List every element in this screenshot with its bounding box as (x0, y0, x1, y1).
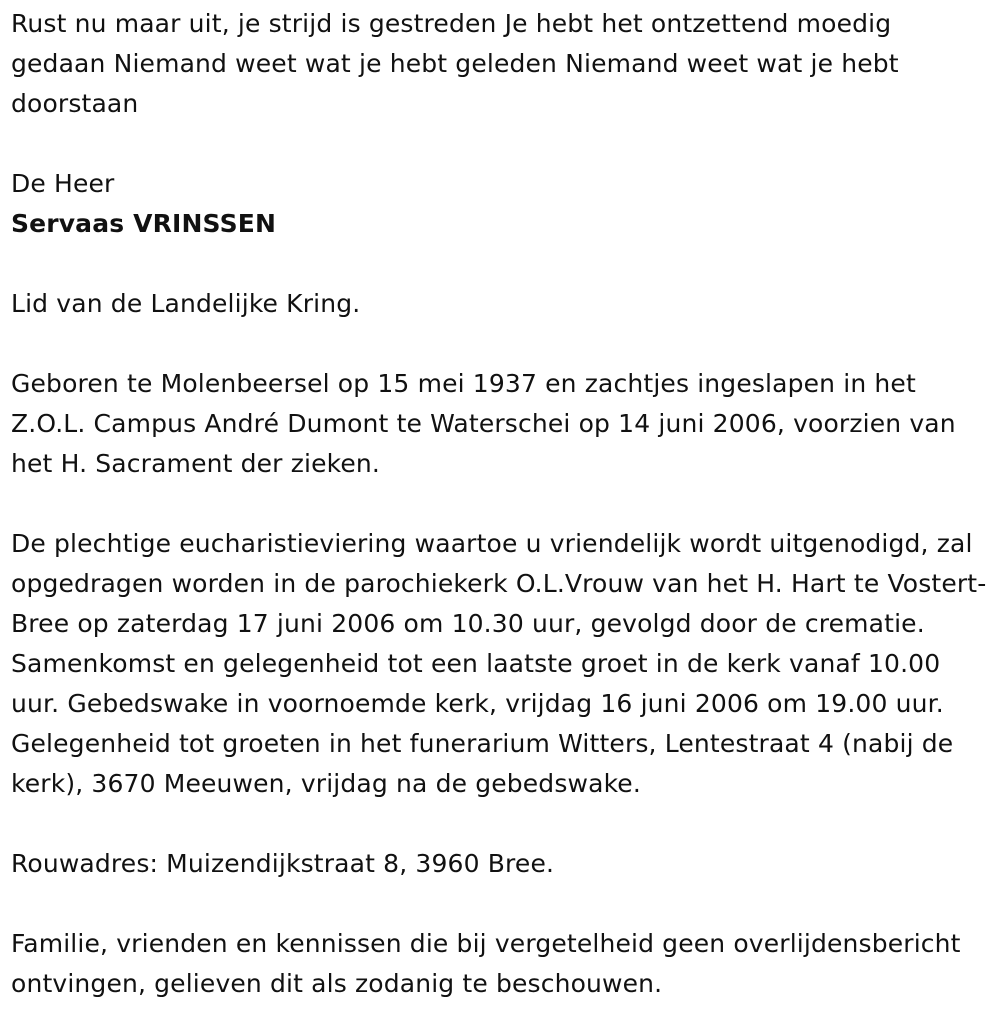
spacer (11, 324, 991, 364)
salutation: De Heer (11, 169, 115, 198)
spacer (11, 124, 991, 164)
mourning-address: Rouwadres: Muizendijkstraat 8, 3960 Bree. (11, 849, 555, 878)
birth-death-text: Geboren te Molenbeersel op 15 mei 1937 en zachtjes ingeslapen in het Z.O.L. Campus André Dumont te Waterschei op 14 juni 2006, voorzien van het H. Sacrament der zieken. (11, 369, 956, 478)
spacer (11, 804, 991, 844)
closing-text: Familie, vrienden en kennissen die bij vergetelheid geen overlijdensbericht ontvingen, gelieven dit als zodanig te beschouwen. (11, 929, 961, 998)
spacer (11, 244, 991, 284)
membership-text: Lid van de Landelijke Kring. (11, 289, 361, 318)
ceremony-text: De plechtige eucharistieviering waartoe u vriendelijk wordt uitgenodigd, zal opgedragen worden in de parochiekerk O.L.Vrouw van het H. Hart te Vostert-Bree op zaterdag 17 juni 2006 om 10.30 uur, gevolgd door de crematie. Samenkomst en gelegenheid tot een laatste groet in de kerk vanaf 10.00 uur. Gebedswake in voornoemde kerk, vrijdag 16 juni 2006 om 19.00 uur. Gelegenheid tot groeten in het funerarium Witters, Lentestraat 4 (nabij de kerk), 3670 Meeuwen, vrijdag na de gebedswake. (11, 529, 987, 798)
poem-text: Rust nu maar uit, je strijd is gestreden Je hebt het ontzettend moedig gedaan Niemand weet wat je hebt geleden Niemand weet wat je hebt doorstaan (11, 9, 899, 118)
obituary-notice (11, 4, 991, 1004)
spacer (11, 884, 991, 924)
spacer (11, 484, 991, 524)
deceased-name: Servaas VRINSSEN (11, 209, 277, 238)
